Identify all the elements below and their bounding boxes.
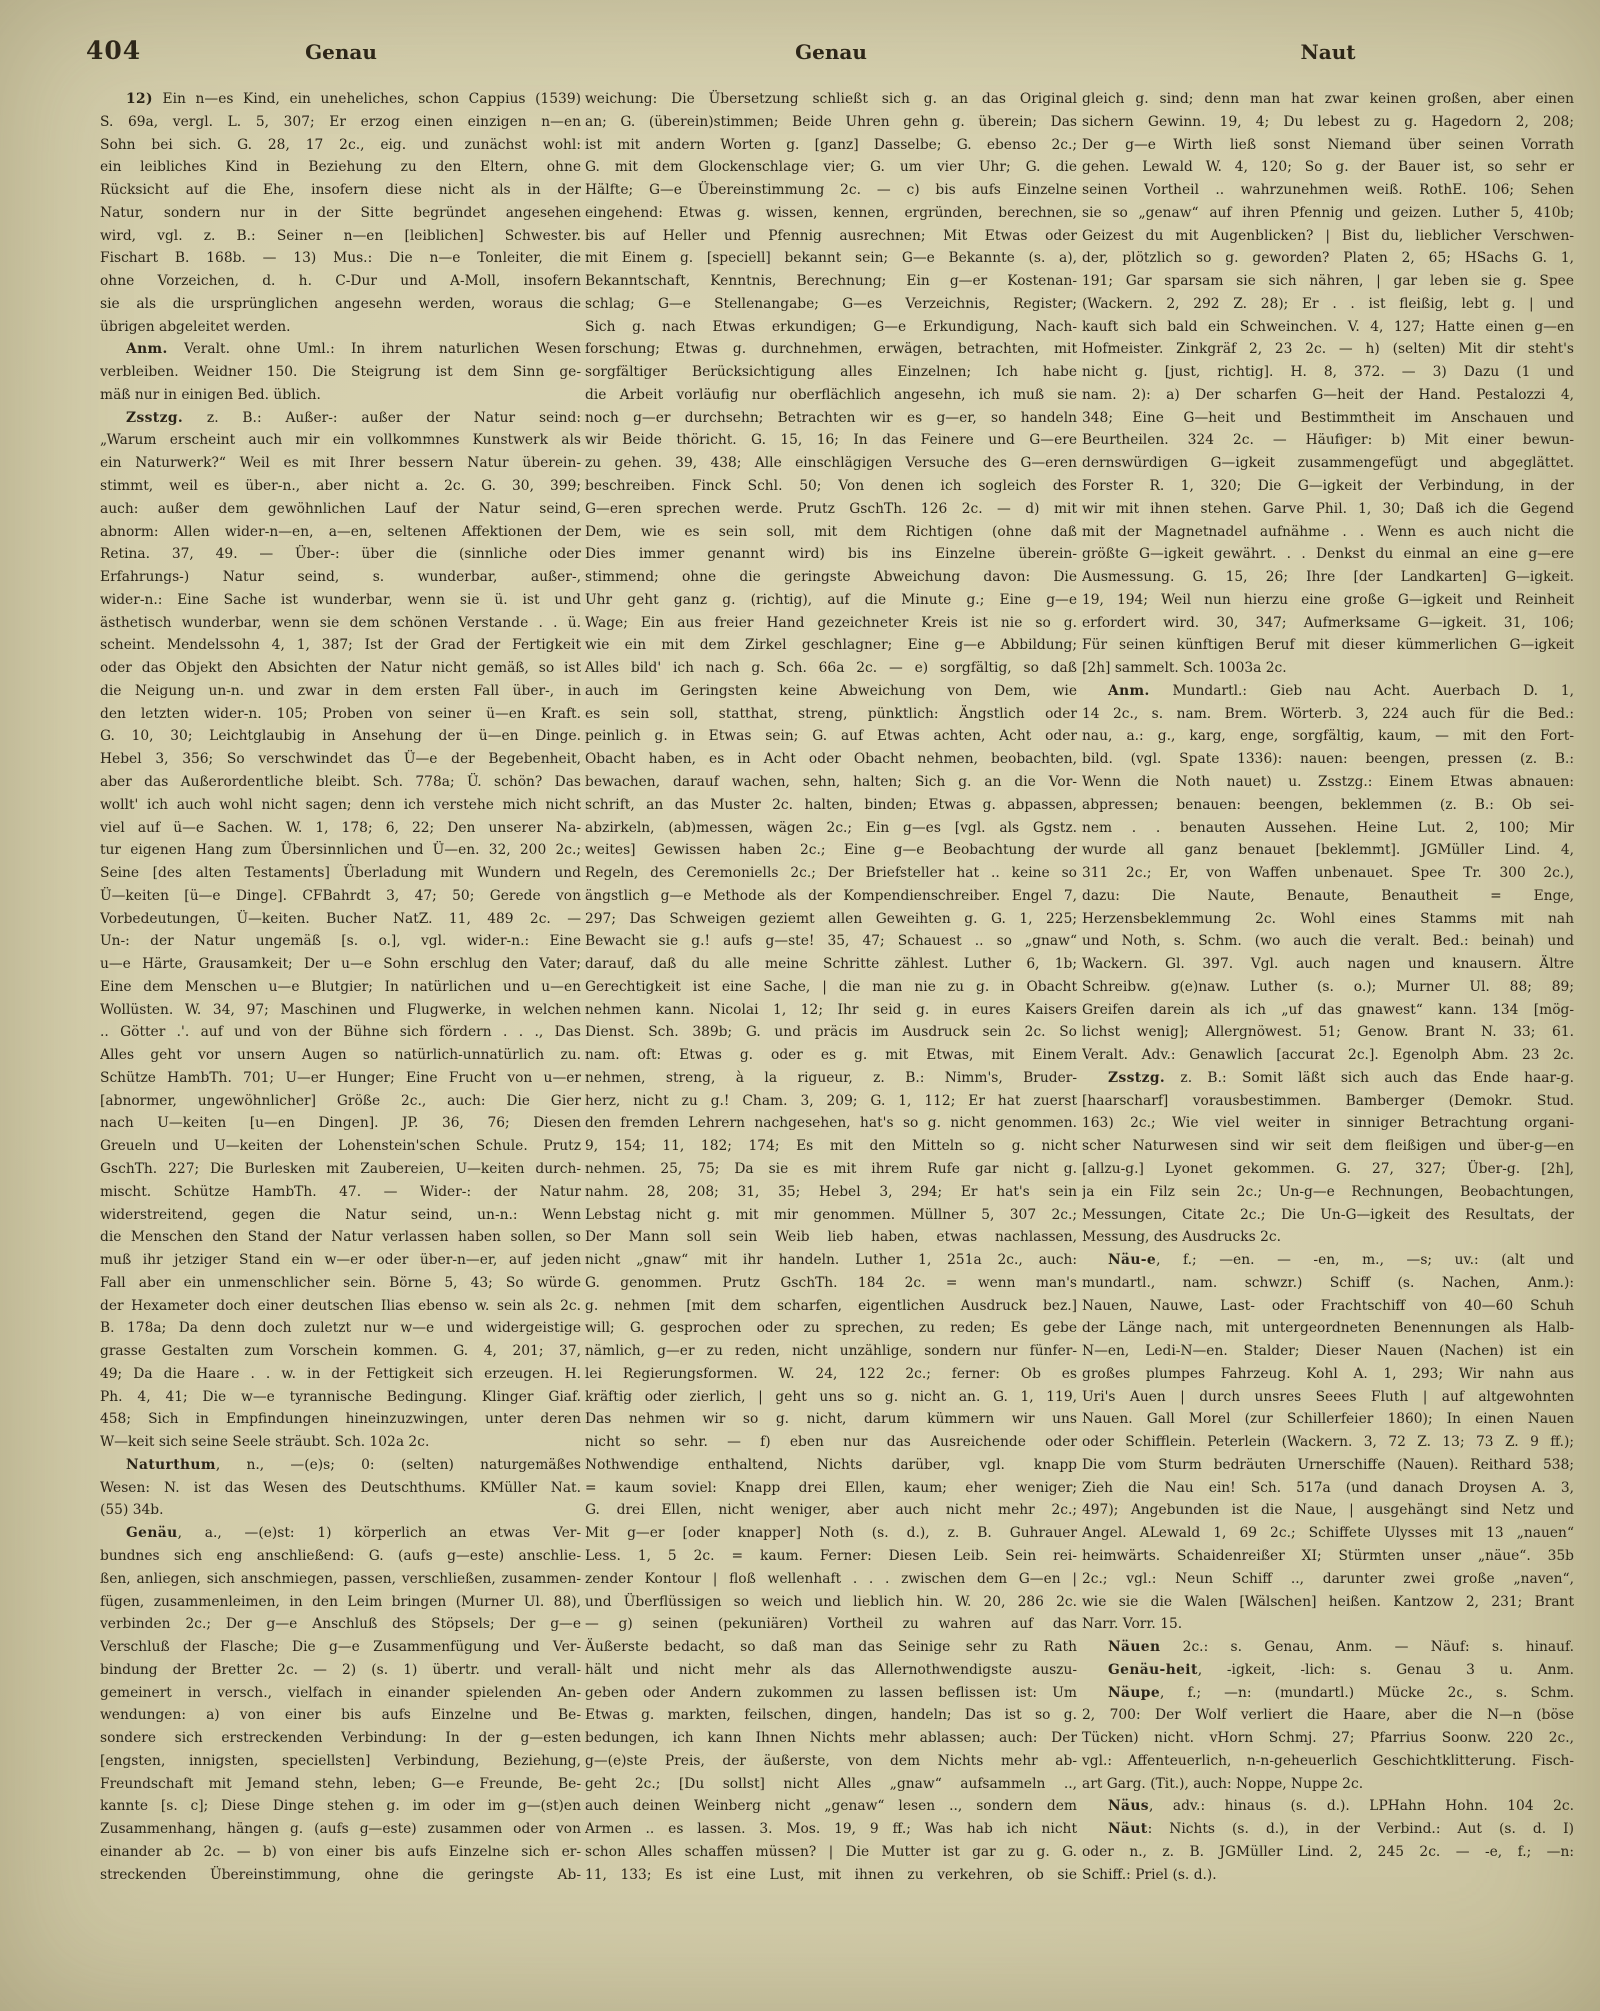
text-column-left [100,88,581,1886]
text-line: peinlich g. in Etwas sein; G. auf Etwas achten, Acht oder [585,728,1077,745]
text-line: darauf, daß du alle meine Schritte zählest. Luther 6, 1b; [585,956,1077,973]
text-line: wurde all ganz benauet [beklemmt]. JGMüller Lind. 4, [1082,842,1574,859]
text-line: Anm. Veralt. ohne Uml.: In ihrem naturlichen Wesen [126,341,581,358]
text-line: mäß nur in einigen Bed. üblich. [100,386,321,403]
text-line: nicht „gnaw“ mit ihr handeln. Luther 1, 251a 2c., auch: [585,1252,1077,1269]
text-line: viel auf ü—e Sachen. W. 1, 178; 6, 22; Den unserer Na- [100,819,581,836]
text-line: Retina. 37, 49. — Über-: über die (sinnliche oder [100,546,581,563]
running-head-col3: Naut [1300,40,1356,64]
text-line: B. 178a; Da denn doch zuletzt nur w—e und widergeistige [100,1320,581,1337]
text-line: zender Kontour | floß wellenhaft . . . zwischen dem G—en | [585,1570,1077,1587]
text-line: auch deinen Weinberg nicht „genaw“ lesen .., sondern dem [585,1798,1077,1815]
text-line: vgl.: Affenteuerlich, n-n-geheuerlich Geschichtklitterung. Fisch- [1082,1752,1574,1769]
text-line: „Warum erscheint auch mir ein vollkommnes Kunstwerk als [100,432,581,449]
text-line: Hälfte; G—e Übereinstimmung 2c. — c) bis aufs Einzelne [585,182,1077,199]
text-line: Der Mann soll sein Weib lieb haben, etwas nachlassen, [585,1229,1077,1246]
text-line: nicht so sehr. — f) eben nur das Ausreichende oder [585,1434,1077,1451]
text-line: der, plötzlich so g. geworden? Platen 2, 65; HSachs G. 1, [1082,250,1574,267]
text-line: g. nehmen [mit dem scharfen, eigentlichen Ausdruck bez.] [585,1297,1077,1314]
text-line: Genäu-heit, -igkeit, -lich: s. Genau 3 u. Anm. [1108,1661,1574,1678]
text-line: 12) Ein n—es Kind, ein uneheliches, schon Cappius (1539) [126,91,581,107]
text-line: der Länge nach, mit untergeordneten Benennungen als Halb- [1082,1320,1574,1337]
text-line: Wesen: N. ist das Wesen des Deutschthums. KMüller Nat. [100,1479,581,1496]
text-line: will; G. gesprochen oder zu sprechen, zu reden; Es gebe [585,1320,1077,1337]
text-line: gemeinert in versch., vielfach in einander spielenden An- [100,1684,581,1701]
text-line: Bewacht sie g.! aufs g—ste! 35, 47; Schauest .. so „gnaw“ [585,933,1077,950]
text-line: Schiff.: Priel (s. d.). [1082,1866,1217,1883]
text-line: noch g—er durchsehn; Betrachten wir es g—er, so handeln [585,409,1077,426]
text-line: Etwas g. markten, feilschen, dingen, handeln; Das ist so g. [585,1707,1077,1724]
text-line: aber das Außerordentliche bleibt. Sch. 778a; Ü. schön? Das [100,773,581,790]
text-line: G. genommen. Prutz GschTh. 184 2c. = wenn man's [585,1274,1077,1291]
text-line: art Garg. (Tit.), auch: Noppe, Nuppe 2c. [1082,1775,1364,1792]
text-line: nach U—keiten [u—en Dingen]. JP. 36, 76; Diesen [100,1115,581,1132]
text-line: wollt' ich auch wohl nicht sagen; denn ich verstehe mich nicht [100,796,581,813]
text-line: einander ab 2c. — b) von einer bis aufs Einzelne sich er- [100,1843,581,1860]
text-line: Messungen, Citate 2c.; Die Un-G—igkeit des Resultats, der [1082,1206,1574,1223]
text-line: und Noth, s. Schm. (wo auch die veralt. Bed.: beinah) und [1082,933,1574,950]
text-line: abpressen; benauen: beengen, beklemmen (z. B.: Ob sei- [1082,796,1574,813]
text-line: und Überflüssigen so weich und lieblich hin. W. 20, 286 2c. [585,1593,1077,1610]
text-line: [haarscharf] vorausbestimmen. Bamberger (Demokr. Stud. [1082,1092,1574,1109]
headword: Näus [1108,1798,1149,1815]
text-line: [allzu-g.] Lyonet gekommen. G. 27, 327; Über-g. [2h], [1082,1160,1574,1177]
text-line: schon Alles schaffen müssen? | Die Mutter ist gar zu g. G. [585,1843,1077,1860]
text-line: scher Naturwesen sind wir seit dem fleißigen und über-g—en [1082,1138,1574,1155]
text-line: G. mit dem Glockenschlage vier; G. um vier Uhr; G. die [585,159,1077,176]
text-line: auch im Geringsten keine Abweichung von Dem, wie [585,682,1077,699]
text-line: Näuen 2c.: s. Genau, Anm. — Näuf: s. hinauf. [1108,1639,1574,1656]
text-line: Wollüsten. W. 34, 97; Maschinen und Flugwerke, in welchen [100,1001,581,1018]
text-line: Freundschaft mit Jemand stehn, leben; G—e Freunde, Be- [100,1775,581,1792]
text-line: Die vom Sturm bedräuten Urnerschiffe (Nauen). Reithard 538; [1082,1456,1574,1473]
text-line: Geizest du mit Augenblicken? | Bist du, lieblicher Verschwen- [1082,227,1574,244]
text-line: mit der Magnetnadel aufnähme . . Wenn es auch nicht die [1082,523,1574,540]
text-line: hält und nicht mehr als das Allernothwendigste auszu- [585,1661,1077,1678]
text-line: 348; Eine G—heit und Bestimmtheit im Anschauen und [1082,409,1574,426]
text-line: G. 10, 30; Leichtglaubig in Ansehung der ü—en Dinge. [100,728,581,745]
headword: Näut [1108,1821,1148,1838]
text-line: — g) seinen (pekuniären) Vortheil zu wahren auf das [585,1616,1077,1633]
text-line: Un-: der Natur ungemäß [s. o.], vgl. wider-n.: Eine [100,933,581,950]
text-line: die Neigung un-n. und zwar in dem ersten Fall über-, in [100,682,581,699]
text-line: bis auf Heller und Pfennig ausrechnen; Mit Etwas oder [585,227,1077,244]
text-line: Wage; Ein aus freier Hand gezeichneter Kreis ist nie so g. [585,614,1077,631]
text-line: abzirkeln, (ab)messen, wägen 2c.; Ein g—es [vgl. als Ggstz. [585,819,1077,836]
text-line: Natur, sondern nur in der Sitte begründet angesehen [100,204,581,221]
text-line: Beurtheilen. 324 2c. — Häufiger: b) Mit einer bewun- [1082,432,1574,449]
text-line: Ph. 4, 41; Die w—e tyrannische Bedingung. Klinger Giaf. [100,1388,581,1405]
text-line: mischt. Schütze HambTh. 47. — Wider-: der Natur [100,1183,581,1200]
text-line: Armen .. es lassen. 3. Mos. 19, 9 ff.; Was hab ich nicht [585,1821,1077,1838]
text-line: Tücken) nicht. vHorn Schmj. 27; Pfarrius Soonw. 220 2c., [1082,1730,1574,1747]
running-head-col2: Genau [795,40,867,64]
text-line: Veralt. Adv.: Genawlich [accurat 2c.]. Egenolph Abm. 23 2c. [1082,1047,1574,1064]
text-line: Nauen, Nauwe, Last- oder Frachtschiff von 40—60 Schuh [1082,1297,1574,1314]
text-line: Ü—keiten [ü—e Dinge]. CFBahrdt 3, 47; 50; Gerede von [100,887,581,904]
text-line: lichst wenig]; Allergnöwest. 51; Genow. Brant N. 33; 61. [1082,1024,1574,1041]
text-line: sondere sich erstreckenden Verbindung: In der g—esten [100,1730,581,1747]
text-line: u—e Härte, Grausamkeit; Der u—e Sohn erschlug den Vater; [100,956,581,973]
text-line: sichern Gewinn. 19, 4; Du lebest zu g. Hagedorn 2, 208; [1082,113,1574,130]
text-line: geht 2c.; [Du sollst] nicht Alles „gnaw“ aufsammeln .., [585,1775,1077,1792]
text-line: Zusammenhang, hängen g. (aufs g—este) zusammen oder von [100,1821,581,1838]
text-line: nicht g. [just, richtig]. H. 8, 372. — 3) Dazu (1 und [1082,364,1574,381]
page-number: 404 [86,36,142,65]
text-line: oder n., z. B. JGMüller Lind. 2, 245 2c. — -e, f.; —n: [1082,1843,1574,1860]
text-line: großes plumpes Fahrzeug. Kohl A. 1, 293; Wir nahn aus [1082,1365,1574,1382]
text-line: bedungen, ich kann Ihnen Nichts mehr ablassen; auch: Der [585,1730,1077,1747]
text-line: Dies immer genannt wird) bis ins Einzelne überein- [585,546,1077,563]
text-line: herz, nicht zu g.! Cham. 3, 209; G. 1, 112; Er hat zuerst [585,1092,1077,1109]
headword: Naturthum [126,1456,216,1473]
text-line: Uri's Auen | durch unsres Seees Fluth | auf altgewohnten [1082,1388,1574,1405]
text-line: auch: außer dem gewöhnlichen Lauf der Natur seind, [100,500,581,517]
text-line: größte G—igkeit gewährt. . . Denkst du einmal an eine g—ere [1082,546,1574,563]
text-line: 458; Sich in Empfindungen hineinzuzwingen, unter deren [100,1411,581,1428]
headword: Näupe [1108,1684,1161,1701]
text-line: Näut: Nichts (s. d.), in der Verbind.: Aut (s. d. I) [1108,1821,1574,1838]
text-line: bundnes sich eng anschließend: G. (aufs g—este) anschlie- [100,1548,581,1564]
text-line: nau, a.: g., karg, enge, sorgfältig, kaum, — mit den Fort- [1082,728,1574,745]
text-line: kauft sich bald ein Schweinchen. V. 4, 127; Hatte einen g—en [1082,318,1574,335]
text-line: wie ein mit dem Zirkel geschlagner; Eine g—e Abbildung; [585,637,1077,654]
text-line: bindung der Bretter 2c. — 2) (s. 1) übertr. und verall- [100,1661,581,1678]
text-line: (55) 34b. [100,1502,164,1519]
text-line: Zsstzg. z. B.: Außer-: außer der Natur seind: [126,409,581,426]
text-line: sie als die ursprünglichen angesehn werden, woraus die [100,295,581,312]
text-line: 49; Da die Haare . . w. in der Fettigkeit sich erzeugen. H. [100,1365,581,1382]
text-line: Uhr geht ganz g. (richtig), auf die Minute g.; Eine g—e [585,591,1077,608]
text-line: seinen Vortheil .. wahrzunehmen weiß. RothE. 106; Sehen [1082,182,1574,199]
text-line: Alles geht vor unsern Augen so natürlich-unnatürlich zu. [100,1047,581,1064]
headword: Näu-e [1108,1252,1157,1269]
text-line: mit Einem g. [speciell] bekannt sein; G—e Bekannte (s. a), [585,250,1077,267]
text-line: nam. oft: Etwas g. oder es g. mit Etwas, mit Einem [585,1047,1077,1064]
text-line: den fremden Lehrern nachgesehen, hat's so g. nicht genommen. [585,1115,1077,1132]
text-line: sorgfältiger Berücksichtigung alles Einzelnen; Ich habe [585,364,1077,381]
headword: Zsstzg. [126,409,184,426]
text-line: dernswürdigen G—igkeit zusammengefügt und abgeglättet. [1082,455,1574,472]
text-line: 191; Gar sparsam sie sich nähren, | gar leben sie g. Spee [1082,273,1574,290]
text-column-right [1082,88,1574,1886]
text-line: stimmt, weil es über-n., aber nicht a. 2c. G. 30, 399; [100,478,581,495]
text-line: mundartl., nam. schwzr.) Schiff (s. Nachen, Anm.): [1082,1274,1574,1291]
text-line: Das nehmen wir so g. nicht, darum kümmern wir uns [585,1411,1077,1428]
text-line: kannte [s. c]; Diese Dinge stehen g. im oder im g—(st)en [100,1798,581,1815]
text-line: stimmend; ohne die geringste Abweichung davon: Die [585,569,1077,586]
text-line: Näu-e, f.; —en. — -en, m., —s; uv.: (alt und [1108,1252,1574,1269]
text-line: Sich g. nach Etwas erkundigen; G—e Erkundigung, Nach- [585,318,1077,335]
text-line: geben oder Andern zukommen zu lassen beflissen ist: Um [585,1684,1077,1701]
text-line: eingehend: Etwas g. wissen, kennen, ergründen, berechnen, [585,204,1077,221]
text-line: fügen, zusammenleimen, in den Leim bringen (Murner Ul. 88), [100,1593,581,1610]
headword: Anm. [126,341,168,358]
text-line: .. Götter .'. auf und von der Bühne sich fördern . . ., Das [100,1024,581,1041]
text-line: 19, 194; Weil nun hierzu eine große G—igkeit und Reinheit [1082,591,1574,608]
text-line: Hebel 3, 356; So verschwindet das Ü—e der Begebenheit, [100,751,581,768]
text-line: Greifen darein als ich „uf das gnawest“ kann. 134 [mög- [1082,1001,1574,1018]
text-line: wie sie die Walen [Wälschen] heißen. Kantzow 2, 231; Brant [1082,1593,1574,1610]
text-line: den letzten wider-n. 105; Proben von seiner ü—en Kraft. [100,705,581,722]
text-line: Messung, des Ausdrucks 2c. [1082,1229,1281,1246]
text-line: Hofmeister. Zinkgräf 2, 23 2c. — h) (selten) Mit dir steht's [1082,341,1574,358]
text-line: nehmen kann. Nicolai 1, 12; Ihr seid g. in eures Kaisers [585,1001,1077,1018]
text-line: Narr. Vorr. 15. [1082,1616,1183,1633]
text-column-middle [585,88,1077,1886]
text-line: N—en, Ledi-N—en. Stalder; Dieser Nauen (Nachen) ist ein [1082,1343,1574,1360]
text-line: ßen, anliegen, sich anschmiegen, passen, verschließen, zusammen- [100,1570,581,1587]
text-line: Nothwendige enthaltend, Nichts darüber, vgl. knapp [585,1456,1077,1473]
text-line: übrigen abgeleitet werden. [100,318,291,335]
text-line: Lebstag nicht g. mit mir genommen. Müllner 5, 307 2c.; [585,1206,1077,1223]
text-line: 163) 2c.; Wie viel weiter in sinniger Betrachtung organi- [1082,1115,1574,1132]
text-line: muß ihr jetziger Stand ein w—er oder über-n—er, auf jeden [100,1252,581,1269]
text-line: ein Naturwerk?“ Weil es mit Ihrer bessern Natur überein- [100,455,581,472]
text-line: ästhetisch wunderbar, wenn sie dem schönen Verstande . . ü. [100,614,581,631]
text-line: beschreiben. Finck Schl. 50; Von denen ich sogleich des [585,478,1077,495]
text-line: Regeln, des Ceremoniells 2c.; Der Briefsteller hat .. keine so [585,865,1077,882]
text-line: sie so „genaw“ auf ihren Pfennig und geizen. Luther 5, 410b; [1082,204,1574,221]
text-line: Naturthum, n., —(e)s; 0: (selten) naturgemäßes [126,1456,581,1473]
text-line: wird, vgl. z. B.: Seiner n—en [leiblichen] Schwester. [100,227,581,244]
text-line: bild. (vgl. Spate 1336): nauen: beengen, pressen (z. B.: [1082,751,1574,768]
text-line: weites] Gewissen haben 2c.; Eine g—e Beobachtung der [585,842,1077,859]
text-line: Zieh die Nau ein! Sch. 517a (und danach Droysen A. 3, [1082,1479,1574,1496]
text-line: Schreibw. g(e)naw. Luther (s. o.); Murner Ul. 88; 89; [1082,978,1574,995]
text-line: [2h] sammelt. Sch. 1003a 2c. [1082,660,1287,677]
text-line: zu gehen. 39, 438; Alle einschlägigen Versuche des G—eren [585,455,1077,472]
text-line: Forster R. 1, 320; Die G—igkeit der Verbindung, in der [1082,478,1574,495]
text-line: schlag; G—e Stellenangabe; G—es Verzeichnis, Register; [585,295,1077,312]
text-line: kräftig oder zierlich, | geht uns so g. nicht an. G. 1, 119, [585,1388,1077,1405]
text-line: Rücksicht auf die Ehe, insofern diese nicht als in der [100,182,581,199]
text-line: grasse Gestalten zum Vorschein kommen. G. 4, 201; 37, [100,1343,581,1360]
text-line: 297; Das Schweigen geziemt allen Geweihten g. G. 1, 225; [585,910,1077,927]
text-line: die Menschen den Stand der Natur verlassen haben sollen, so [100,1229,581,1246]
text-line: G. drei Ellen, nicht weniger, aber auch nicht mehr 2c.; [585,1502,1077,1519]
text-line: 9, 154; 11, 182; 174; Es mit den Mitteln so g. nicht [585,1138,1077,1155]
text-line: Eine dem Menschen u—e Blutgier; In natürlichen und u—en [100,978,581,995]
text-line: streckenden Übereinstimmung, ohne die geringste Ab- [100,1866,581,1883]
text-line: Seine [des alten Testaments] Überladung mit Wundern und [100,865,581,882]
text-line: 2c.; vgl.: Neun Schiff .., darunter zwei große „naven“, [1082,1570,1574,1587]
running-head-col1: Genau [305,40,377,64]
text-line: ängstlich g—e Methode als der Kompendienschreiber. Engel 7, [585,887,1077,904]
text-line: [abnormer, ungewöhnlicher] Größe 2c., auch: Die Gier [100,1092,581,1109]
text-line: Erfahrungs-) Natur seind, s. wunderbar, außer-, [100,569,581,586]
text-line: Ausmessung. G. 15, 26; Ihre [der Landkarten] G—igkeit. [1082,569,1574,586]
text-line: nem . . benauten Aussehen. Heine Lut. 2, 100; Mir [1082,819,1574,836]
text-line: der Hexameter doch einer deutschen Ilias ebenso w. sein als 2c. [100,1297,581,1314]
text-line: heimwärts. Schaidenreißer XI; Stürmten unser „näue“. 35b [1082,1548,1574,1564]
text-line: ist mit andern Worten g. [ganz] Dasselbe; G. ebenso 2c.; [585,136,1077,153]
text-line: G—eren sprechen werde. Prutz GschTh. 126 2c. — d) mit [585,500,1077,517]
text-line: oder Schifflein. Peterlein (Wackern. 3, 72 Z. 13; 73 Z. 9 ff.); [1082,1434,1574,1451]
text-line: wir Beide thöricht. G. 15, 16; In das Feinere und G—ere [585,432,1077,449]
text-line: scheint. Mendelssohn 4, 1, 387; Ist der Grad der Fertigkeit [100,637,581,654]
text-line: es sein soll, statthat, streng, pünktlich: Ängstlich oder [585,705,1077,722]
text-line: Der g—e Wirth ließ sonst Niemand über seinen Vorrath [1082,136,1574,153]
text-line: lei Regierungsformen. W. 24, 122 2c.; ferner: Ob es [585,1365,1077,1382]
text-line: tur eigenen Hang zum Übersinnlichen und Ü—en. 32, 200 2c.; [100,842,581,859]
text-line: 497); Angebunden ist die Naue, | ausgehängt sind Netz und [1082,1502,1574,1519]
text-line: Genäu, a., —(e)st: 1) körperlich an etwas Ver- [126,1525,581,1542]
text-line: weichung: Die Übersetzung schließt sich g. an das Original [585,91,1077,107]
text-line: forschung; Etwas g. durchnehmen, erwägen, betrachten, mit [585,341,1077,358]
text-line: an; G. (überein)stimmen; Beide Uhren gehn g. überein; Das [585,113,1077,130]
text-line: [engsten, innigsten, speciellsten] Verbindung, Beziehung, [100,1752,581,1769]
text-line: wir mit ihnen stehen. Garve Phil. 1, 30; Daß ich die Gegend [1082,500,1574,517]
text-line: widerstreitend, gegen die Natur seind, un-n.: Wenn [100,1206,581,1223]
text-line: Obacht haben, es in Acht oder Obacht nehmen, beobachten, [585,751,1077,768]
headword: 12) [126,91,153,107]
text-line: ohne Vorzeichen, d. h. C-Dur und A-Moll, insofern [100,273,581,290]
text-line: 14 2c., s. nam. Brem. Wörterb. 3, 224 auch für die Bed.: [1082,705,1574,722]
text-line: Sohn bei sich. G. 28, 17 2c., eig. und zunächst wohl: [100,136,581,153]
text-line: Alles bild' ich nach g. Sch. 66a 2c. — e) sorgfältig, so daß [585,660,1077,677]
text-line: Äußerste bedacht, so daß man das Seinige sehr zu Rath [585,1639,1077,1656]
text-line: ein leibliches Kind in Beziehung zu den Eltern, ohne [100,159,581,176]
text-line: Dienst. Sch. 389b; G. und präcis im Ausdruck sein 2c. So [585,1024,1077,1041]
text-line: 2, 700: Der Wolf verliert die Haare, aber die N—n (böse [1082,1707,1574,1724]
text-line: bewachen, darauf wachen, sehn, halten; Sich g. an die Vor- [585,773,1077,790]
text-line: gehen. Lewald W. 4, 120; So g. der Bauer ist, so sehr er [1082,159,1574,176]
text-line: (Wackern. 2, 292 Z. 28); Er . . ist fleißig, lebt g. | und [1082,295,1574,312]
text-line: 11, 133; Es ist eine Lust, mit ihnen zu verkehren, ob sie [585,1866,1077,1883]
text-line: W—keit sich seine Seele sträubt. Sch. 102a 2c. [100,1434,430,1451]
text-line: 311 2c.; Er, von Waffen unbenauet. Spee Tr. 300 2c.), [1082,865,1574,882]
text-line: gleich g. sind; denn man hat zwar keinen großen, aber einen [1082,91,1574,107]
text-line: nam. 2): a) Der scharfen G—heit der Hand. Pestalozzi 4, [1082,386,1574,403]
text-line: Bekanntschaft, Kenntnis, Berechnung; Ein g—er Kostenan- [585,273,1077,290]
text-line: Zsstzg. z. B.: Somit läßt sich auch das Ende haar-g. [1108,1069,1574,1086]
text-line: Dem, wie es sein soll, mit dem Richtigen (ohne daß [585,523,1077,540]
text-line: S. 69a, vergl. L. 5, 307; Er erzog einen einzigen n—en [100,113,581,130]
text-line: nehmen. 25, 75; Da sie es mit ihrem Rufe gar nicht g. [585,1160,1077,1177]
text-line: nehmen, streng, à la rigueur, z. B.: Nimm's, Bruder- [585,1069,1077,1086]
text-line: Schütze HambTh. 701; U—er Hunger; Eine Frucht von u—er [100,1069,581,1086]
headword: Anm. [1108,682,1150,699]
text-line: Näus, adv.: hinaus (s. d.). LPHahn Hohn. 104 2c. [1108,1798,1574,1815]
text-line: Less. 1, 5 2c. = kaum. Ferner: Diesen Leib. Sein rei- [585,1548,1077,1564]
text-line: Greueln und U—keiten der Lohenstein'schen Schule. Prutz [100,1138,581,1155]
text-line: nämlich, g—er zu reden, nicht unzählige, sondern nur fünfer- [585,1343,1077,1360]
text-line: Näupe, f.; —n: (mundartl.) Mücke 2c., s. Schm. [1108,1684,1574,1701]
text-line: verbinden 2c.; Der g—e Anschluß des Stöpsels; Der g—e [100,1616,581,1633]
text-line: Wenn die Noth nauet) u. Zsstzg.: Einem Etwas abnauen: [1082,773,1574,790]
headword: Zsstzg. [1108,1069,1166,1086]
text-line: GschTh. 227; Die Burlesken mit Zaubereien, U—keiten durch- [100,1160,581,1177]
text-line: Fischart B. 168b. — 13) Mus.: Die n—e Tonleiter, die [100,250,581,267]
text-line: Vorbedeutungen, Ü—keiten. Bucher NatZ. 11, 489 2c. — [100,910,581,927]
text-line: Wackern. Gl. 397. Vgl. auch nagen und knausern. Ältre [1082,956,1574,973]
text-line: Angel. ALewald 1, 69 2c.; Schiffete Ulysses mit 13 „nauen“ [1082,1525,1574,1542]
text-line: nahm. 28, 208; 31, 35; Hebel 3, 294; Er hat's sein [585,1183,1077,1200]
text-line: schrift, an das Muster 2c. halten, binden; Etwas g. abpassen, [585,796,1077,813]
text-line: wider-n.: Eine Sache ist wunderbar, wenn sie ü. ist und [100,591,581,608]
headword: Genäu [126,1525,178,1542]
text-line: erfordert wird. 30, 347; Aufmerksame G—igkeit. 31, 106; [1082,614,1574,631]
text-line: Herzensbeklemmung 2c. Wohl eines Stamms mit nah [1082,910,1574,927]
text-line: g—(e)ste Preis, der äußerste, von dem Nichts mehr ab- [585,1752,1077,1769]
text-line: die Arbeit vorläufig nur oberflächlich angesehn, ich muß sie [585,386,1077,403]
text-line: ja ein Filz sein 2c.; Un-g—e Rechnungen, Beobachtungen, [1082,1183,1574,1200]
headword: Näuen [1108,1639,1161,1656]
text-line: Gerechtigkeit ist eine Sache, | die man nie zu g. in Obacht [585,978,1077,995]
text-line: Verschluß der Flasche; Die g—e Zusammenfügung und Ver- [100,1639,581,1656]
text-line: oder das Objekt den Absichten der Natur nicht gemäß, so ist [100,660,581,677]
text-line: Nauen. Gall Morel (zur Schillerfeier 1860); In einen Nauen [1082,1411,1574,1428]
text-line: Mit g—er [oder knapper] Noth (s. d.), z. B. Guhrauer [585,1525,1077,1542]
text-line: abnorm: Allen wider-n—en, a—en, seltenen Affektionen der [100,523,581,540]
text-line: Fall aber ein unmenschlicher sein. Börne 5, 43; So würde [100,1274,581,1291]
text-line: wendungen: a) von einer bis aufs Einzelne und Be- [100,1707,581,1724]
text-line: verbleiben. Weidner 150. Die Steigrung ist dem Sinn ge- [100,364,581,381]
text-line: dazu: Die Naute, Benaute, Benautheit = Enge, [1082,887,1574,904]
text-line: = kaum soviel: Knapp drei Ellen, kaum; eher weniger; [585,1479,1077,1496]
headword: Genäu-heit [1108,1661,1198,1678]
text-line: Anm. Mundartl.: Gieb nau Acht. Auerbach D. 1, [1108,682,1574,699]
text-line: Für seinen künftigen Beruf mit dieser kümmerlichen G—igkeit [1082,637,1574,654]
